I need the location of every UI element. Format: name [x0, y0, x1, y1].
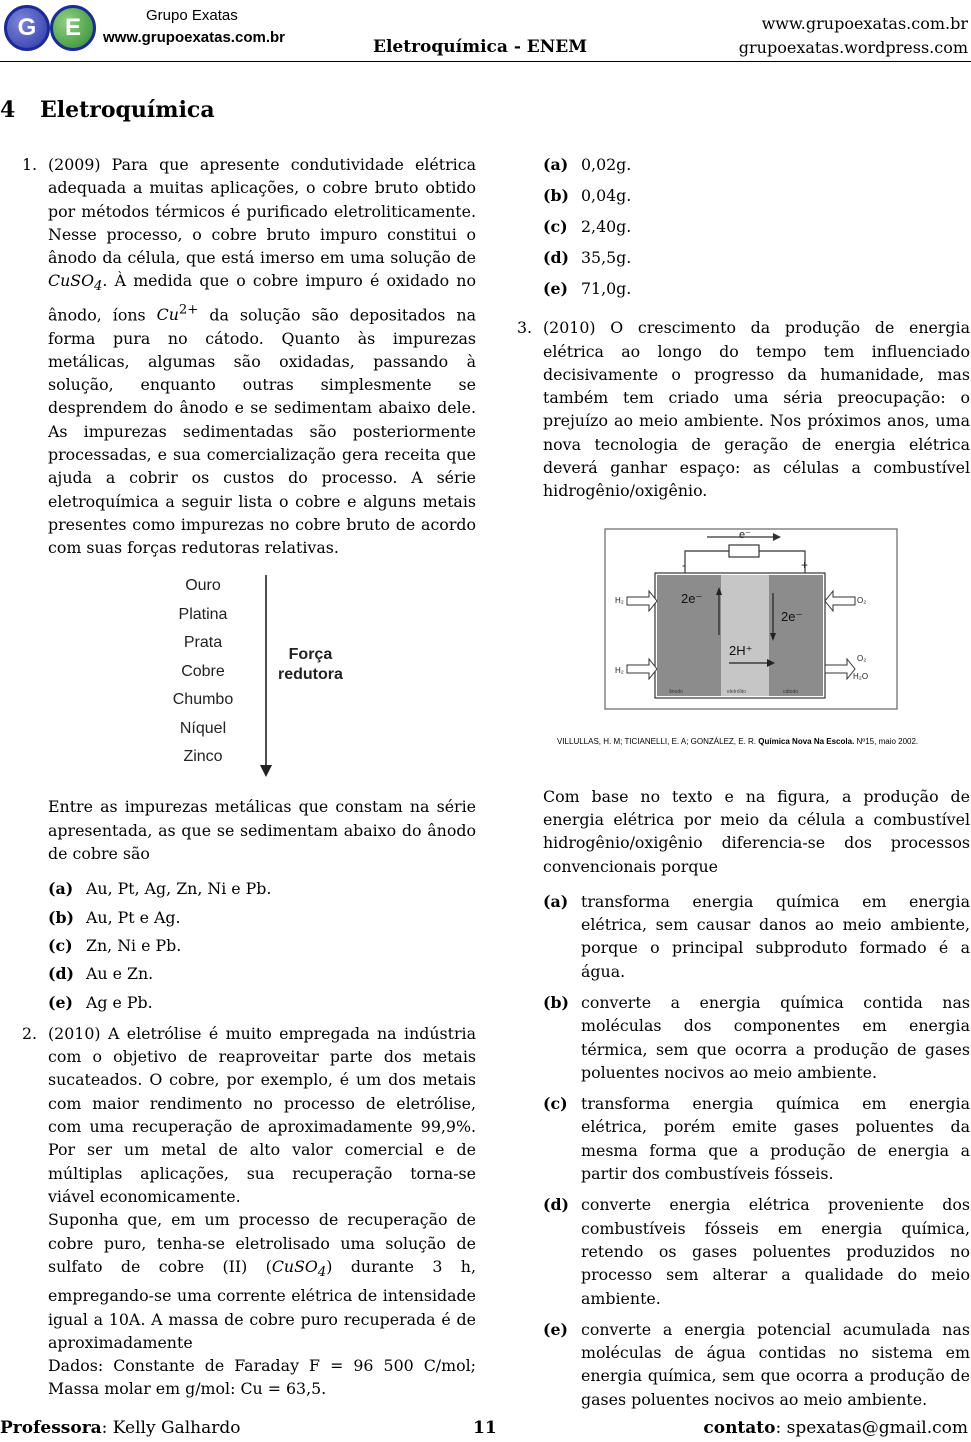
down-arrow-icon — [258, 569, 274, 779]
footer-contact-label: contato — [703, 1418, 776, 1438]
caption-issue: Nº15, maio 2002. — [854, 736, 919, 746]
metal-label: Chumbo — [172, 691, 234, 709]
option-label: (b) — [48, 907, 74, 927]
metal-label: Níquel — [179, 720, 227, 738]
fuel-cell-figure — [557, 523, 967, 773]
option-text: converte a energia potencial acumulada nas moléculas de água contidas no sistema em energia química, sem que ocorra a produção de gases poluentes nocivos ao meio ambiente. — [581, 1319, 970, 1409]
question-1 — [22, 153, 476, 1014]
option-item[interactable] — [543, 184, 970, 207]
q1-text-part: . À medida que o cobre impuro é oxidado no ânodo, íons — [48, 271, 476, 325]
question-1-prompt: Entre as impurezas metálicas que constam na série apresentada, as que se sedimentam abaixo do ânodo de cobre são — [48, 797, 476, 864]
option-item[interactable] — [543, 153, 970, 176]
minus-terminal: - — [682, 557, 686, 572]
option-label: (d) — [543, 1195, 569, 1215]
metal-label: Ouro — [185, 577, 221, 595]
option-label: (e) — [48, 992, 73, 1012]
anode-2e-label: 2e⁻ — [681, 590, 703, 606]
q1-ion-sup: 2+ — [178, 302, 199, 318]
logo-e-letter: E — [64, 14, 81, 41]
header-rule — [0, 61, 971, 62]
option-text: transforma energia química em energia elétrica, sem causar danos ao meio ambiente, porque o principal subproduto formado é a água. — [581, 891, 970, 981]
q1-formula-sub: 4 — [94, 279, 103, 295]
q2-formula-sub: 4 — [317, 1264, 327, 1280]
q1-formula-main: CuSO — [48, 271, 95, 291]
question-2 — [22, 1022, 476, 1401]
caption-authors: VILLULLAS, H. M; TICIANELLI, E. A; GONZÁLEZ, E. R. — [557, 736, 759, 746]
question-3-options — [543, 890, 970, 1411]
option-label: (c) — [543, 1094, 568, 1114]
force-label-line2: redutora — [278, 666, 343, 684]
o2-inlet-label: O₂ — [857, 595, 867, 605]
page-number: 11 — [473, 1418, 497, 1438]
q1-text-part: (2009) Para que apresente condutividade elétrica adequada a muitas aplicações, o cobre bruto obtido por métodos térmicos é purificado eletroliticamente. Nesse processo, o cobre bruto impuro constitui o ânodo da célula, que está imerso em uma solução de — [48, 155, 476, 268]
logo-g-letter: G — [17, 14, 37, 41]
option-label: (d) — [543, 247, 569, 267]
q1-text-part: da solução são depositados na forma pura no cátodo. Quanto às impurezas metálicas, algumas são oxidadas, passando à solução, enquanto outras simplesmente se desprendem do ânodo e se sedimentam abaixo dele. As impurezas sedimentadas são posteriormente processadas, e sua comercialização gera receita que ajuda a cobrir os custos do processo. A série eletroquímica a seguir lista o cobre e alguns metais presentes como impurezas no cobre bruto de acordo com suas forças redutoras relativas. — [48, 305, 476, 558]
electron-label: e⁻ — [739, 528, 751, 541]
option-label: (a) — [543, 891, 569, 911]
option-text: Zn, Ni e Pb. — [86, 935, 182, 955]
h2o-label: H₂O — [853, 671, 869, 681]
metal-label: Prata — [183, 634, 223, 652]
q1-formula — [48, 271, 103, 295]
o2-outlet-label: O₂ — [857, 653, 867, 663]
option-item[interactable] — [543, 890, 970, 983]
option-text: 71,0g. — [581, 278, 632, 298]
proton-label: 2H⁺ — [729, 642, 753, 658]
footer-professor-name: : Kelly Galhardo — [101, 1418, 241, 1438]
option-item[interactable] — [48, 962, 476, 985]
question-2-data: Dados: Constante de Faraday F = 96 500 C/mol; Massa molar em g/mol: Cu = 63,5. — [48, 1356, 476, 1399]
option-item[interactable] — [543, 1092, 970, 1185]
option-text: 35,5g. — [581, 247, 632, 267]
plus-terminal: + — [801, 557, 809, 572]
footer-contact-email[interactable]: : spexatas@gmail.com — [775, 1418, 968, 1438]
question-3-text: (2010) O crescimento da produção de energia elétrica ao longo do tempo tem influenciado decisivamente o progresso da humanidade, mas também tem criado uma séria preocupação: o prejuízo ao meio ambiente. Nos próximos anos, uma nova tecnologia de geração de energia elétrica deverá ganhar espaço: as células a combustível hidrogênio/oxigênio. — [543, 318, 970, 501]
q2-formula-main: CuSO — [271, 1256, 318, 1276]
option-label: (e) — [543, 1319, 568, 1339]
anode-label: ânodo — [669, 688, 683, 695]
option-label: (b) — [543, 185, 569, 205]
option-text: Ag e Pb. — [86, 992, 153, 1012]
load-resistor — [729, 545, 759, 557]
electrolyte-region — [721, 575, 769, 696]
question-3-prompt: Com base no texto e na figura, a produção de energia elétrica por meio da célula a combustível hidrogênio/oxigênio diferencia-se dos processos convencionais porque — [543, 786, 970, 876]
h2-outlet-label: H₂ — [615, 665, 624, 675]
left-column — [22, 153, 476, 1401]
option-label: (a) — [543, 155, 569, 174]
option-text: Au e Zn. — [86, 964, 154, 984]
option-item[interactable] — [48, 906, 476, 929]
option-item[interactable] — [543, 277, 970, 300]
option-label: (b) — [543, 992, 569, 1012]
figure-caption — [557, 737, 918, 746]
question-3 — [517, 316, 970, 1411]
option-text: 0,04g. — [581, 185, 632, 205]
option-label: (e) — [543, 278, 568, 298]
metal-label: Platina — [178, 606, 228, 624]
option-text: converte energia elétrica proveniente dos combustíveis fósseis em energia química, retendo os gases poluentes produzidos no processo sem alterar a qualidade do meio ambiente. — [581, 1195, 970, 1308]
question-2-options — [543, 153, 970, 300]
header-blog: grupoexatas.wordpress.com — [738, 38, 968, 57]
option-item[interactable] — [543, 246, 970, 269]
logo-e — [50, 5, 96, 51]
reducing-force-diagram — [48, 569, 476, 779]
cathode-label: cátodo — [783, 688, 799, 695]
section-heading — [0, 97, 215, 123]
option-label: (a) — [48, 879, 74, 899]
option-item[interactable] — [543, 215, 970, 238]
logo-g — [4, 5, 50, 51]
section-title: Eletroquímica — [40, 97, 215, 123]
section-number: 4 — [0, 97, 16, 123]
metal-label: Zinco — [183, 748, 223, 766]
metal-label: Cobre — [181, 663, 225, 681]
force-label — [278, 645, 343, 685]
cathode-region — [769, 575, 823, 696]
q1-ion — [156, 302, 199, 325]
option-text: transforma energia química em energia elétrica, porém emite gases poluentes da mesma forma que a produção de energia a partir dos combustíveis fósseis. — [581, 1094, 970, 1184]
question-1-number: 1. — [22, 155, 38, 174]
header-website: www.grupoexatas.com.br — [761, 14, 968, 33]
question-2-para1: (2010) A eletrólise é muito empregada na indústria com o objetivo de reaproveitar parte dos metais sucateados. O cobre, por exemplo, é um dos metais com maior rendimento no processo de eletrólise, com uma recuperação de aproximadamente 99,9%. Por ser um metal de alto valor comercial e de múltiplas aplicações, sua recuperação torna-se viável economicamente. — [48, 1023, 476, 1206]
q2-text-part: ) durante 3 h, empregando-se uma corrente elétrica de intensidade igual a 10A. A massa de cobre puro recuperada é de aproximadamente — [48, 1256, 476, 1352]
question-2-para2 — [48, 1208, 476, 1354]
option-text: Au, Pt e Ag. — [86, 907, 181, 927]
q2-formula — [271, 1256, 327, 1280]
header-title: Eletroquímica - ENEM — [373, 37, 588, 57]
footer-professor — [0, 1418, 240, 1438]
caption-journal: Química Nova Na Escola. — [758, 736, 855, 746]
option-text: 2,40g. — [581, 216, 632, 236]
question-1-options — [48, 877, 476, 1013]
right-column — [517, 153, 970, 1419]
option-label: (c) — [543, 216, 568, 236]
option-item[interactable] — [48, 934, 476, 957]
option-label: (d) — [48, 964, 74, 984]
option-item[interactable] — [543, 1318, 970, 1411]
brand-url: www.grupoexatas.com.br — [103, 29, 285, 46]
q2-text-part: Suponha que, em um processo de recuperação de cobre puro, tenha-se eletrolisado uma solução de sulfato de cobre (II) ( — [48, 1210, 476, 1276]
option-item[interactable] — [543, 1193, 970, 1309]
question-3-number: 3. — [517, 318, 533, 338]
question-2-number: 2. — [22, 1023, 38, 1043]
electrolyte-label: eletrólito — [727, 688, 746, 695]
brand-name: Grupo Exatas — [146, 7, 238, 24]
question-1-text — [48, 153, 476, 559]
option-item[interactable] — [48, 991, 476, 1014]
option-text: converte a energia química contida nas moléculas dos componentes em energia térmica, sem que ocorra a produção de gases poluentes nocivos ao meio ambiente. — [581, 992, 970, 1082]
cathode-2e-label: 2e⁻ — [781, 608, 803, 624]
q1-ion-main: Cu — [156, 305, 179, 325]
option-item[interactable] — [543, 991, 970, 1084]
footer-professor-label: Professora — [0, 1418, 102, 1438]
force-label-line1: Força — [288, 646, 333, 664]
h2-inlet-label: H₂ — [615, 595, 624, 605]
footer-contact — [703, 1418, 968, 1438]
option-text: 0,02g. — [581, 155, 632, 174]
option-text: Au, Pt, Ag, Zn, Ni e Pb. — [86, 879, 272, 899]
option-label: (c) — [48, 935, 73, 955]
option-item[interactable] — [48, 877, 476, 900]
